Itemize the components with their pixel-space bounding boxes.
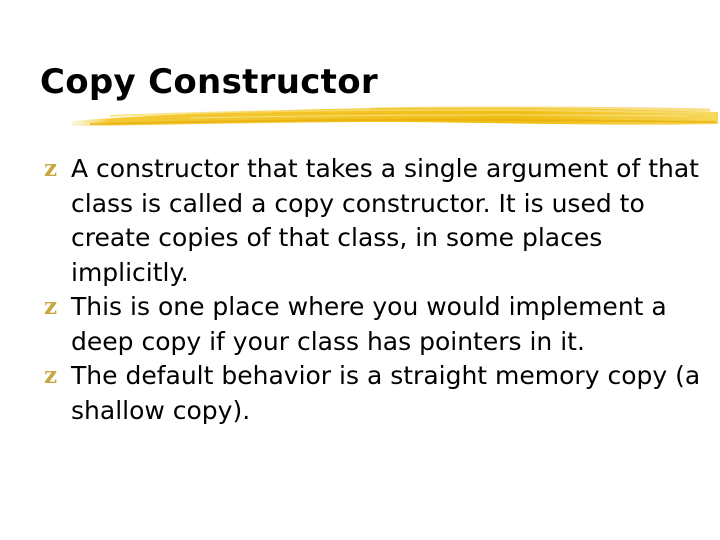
slide-title: Copy Constructor xyxy=(40,62,378,102)
bullet-marker-icon: z xyxy=(44,362,58,389)
bullet-item xyxy=(44,152,704,290)
bullet-item xyxy=(44,359,704,428)
bullet-text: A constructor that takes a single argument of that class is called a copy constructor. It is used to create copies of that class, in some places implicitly. xyxy=(71,154,699,287)
title-underline-brushstroke xyxy=(70,100,720,134)
bullet-text: This is one place where you would implement a deep copy if your class has pointers in it. xyxy=(71,292,667,356)
bullet-item xyxy=(44,290,704,359)
bullet-list xyxy=(44,152,704,428)
bullet-text: The default behavior is a straight memory copy (a shallow copy). xyxy=(71,361,701,425)
bullet-marker-icon: z xyxy=(44,293,58,320)
bullet-marker-icon: z xyxy=(44,155,58,182)
